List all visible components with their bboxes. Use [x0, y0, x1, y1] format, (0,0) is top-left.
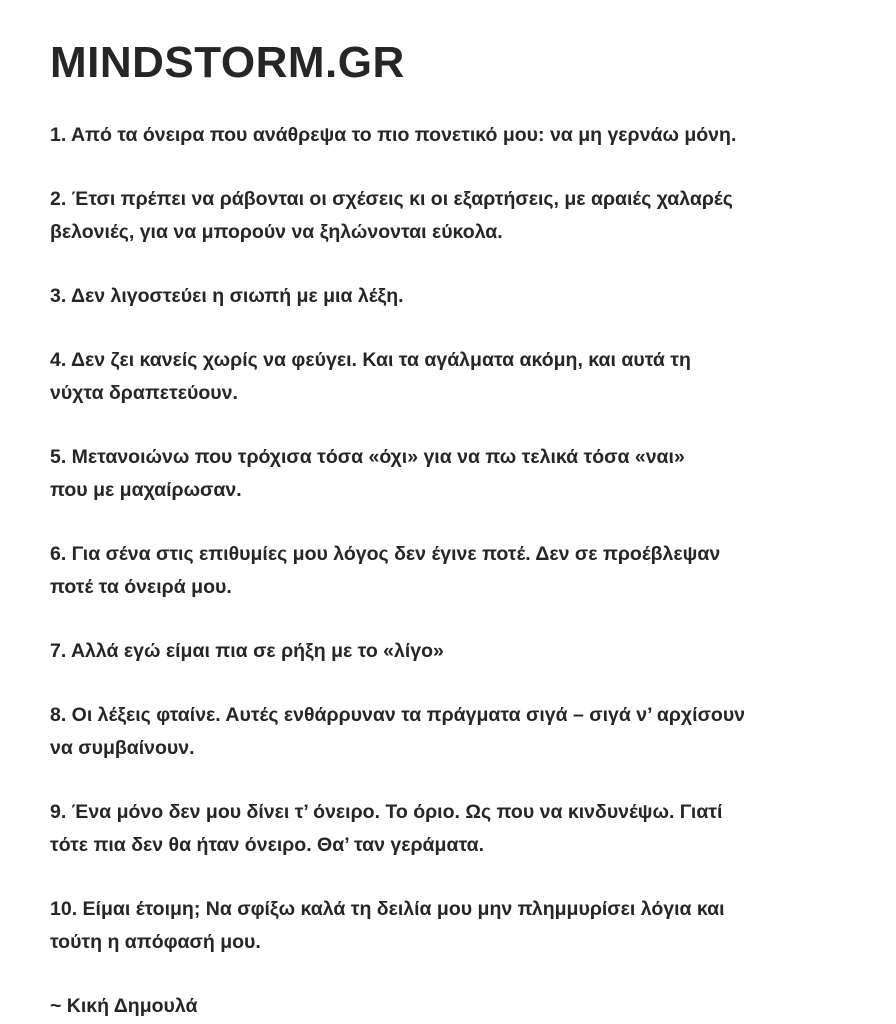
quote-line: 5. Μετανοιώνω που τρόχισα τόσα «όχι» για να πω τελικά τόσα «ναι» — [50, 446, 685, 468]
quote-line: βελονιές, για να μπορούν να ξηλώνονται εύκολα. — [50, 221, 503, 243]
quote-item — [50, 796, 880, 862]
quote-item — [50, 280, 880, 313]
site-title: MINDSTORM.GR — [50, 38, 405, 87]
quote-line: 6. Για σένα στις επιθυμίες μου λόγος δεν έγινε ποτέ. Δεν σε προέβλεψαν — [50, 543, 721, 565]
quote-line: 3. Δεν λιγοστεύει η σιωπή με μια λέξη. — [50, 285, 404, 307]
quote-line: 9. Ένα μόνο δεν μου δίνει τ’ όνειρο. Το όριο. Ως που να κινδυνέψω. Γιατί — [50, 801, 723, 823]
quote-item — [50, 538, 880, 604]
quote-item — [50, 699, 880, 765]
quote-line: τούτη η απόφασή μου. — [50, 931, 261, 953]
quote-item — [50, 893, 880, 959]
quote-line: 4. Δεν ζει κανείς χωρίς να φεύγει. Και τα αγάλματα ακόμη, και αυτά τη — [50, 349, 691, 371]
quote-line: 2. Έτσι πρέπει να ράβονται οι σχέσεις κι οι εξαρτήσεις, με αραιές χαλαρές — [50, 188, 733, 210]
author-signature: ~ Κική Δημουλά — [50, 995, 198, 1017]
quote-item — [50, 183, 880, 249]
quote-line: ποτέ τα όνειρά μου. — [50, 576, 232, 598]
quote-line: 7. Αλλά εγώ είμαι πια σε ρήξη με το «λίγο» — [50, 640, 444, 662]
quote-line: νύχτα δραπετεύουν. — [50, 382, 238, 404]
quote-item — [50, 119, 880, 152]
quote-item — [50, 344, 880, 410]
quote-item — [50, 635, 880, 668]
quote-item — [50, 441, 880, 507]
quote-list — [50, 119, 880, 1023]
quote-line: να συμβαίνουν. — [50, 737, 195, 759]
quote-line: 1. Από τα όνειρα που ανάθρεψα το πιο πονετικό μου: να μη γερνάω μόνη. — [50, 124, 737, 146]
quote-line: 10. Είμαι έτοιμη; Να σφίξω καλά τη δειλία μου μην πλημμυρίσει λόγια και — [50, 898, 725, 920]
quote-line: τότε πια δεν θα ήταν όνειρο. Θα’ ταν γεράματα. — [50, 834, 485, 856]
quote-line: που με μαχαίρωσαν. — [50, 479, 242, 501]
quote-line: 8. Οι λέξεις φταίνε. Αυτές ενθάρρυναν τα πράγματα σιγά – σιγά ν’ αρχίσουν — [50, 704, 746, 726]
